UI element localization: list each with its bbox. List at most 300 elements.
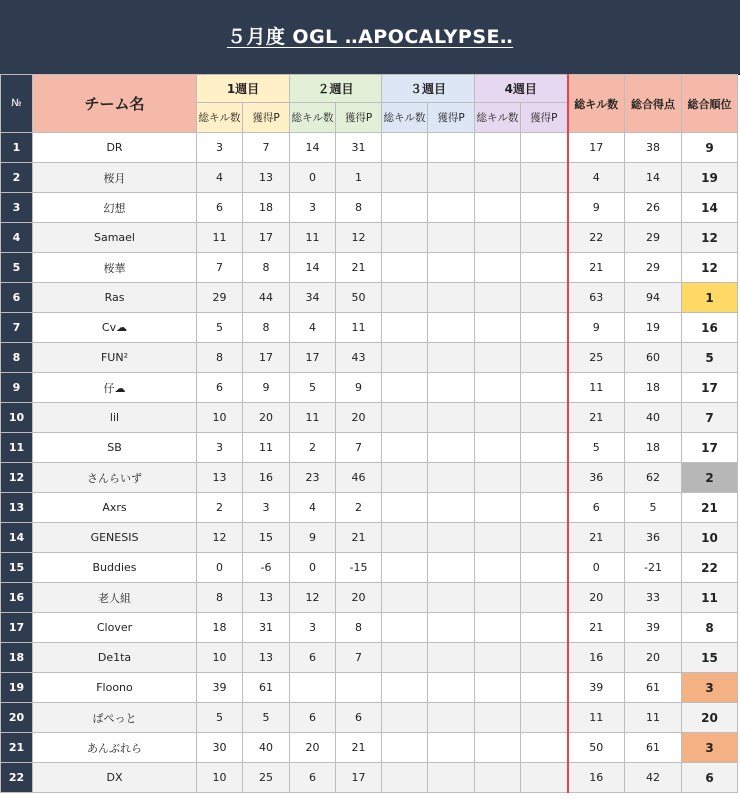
total-points: 61 [625, 733, 682, 763]
w3-points [428, 523, 475, 553]
w3-kills [382, 253, 428, 283]
overall-rank: 15 [682, 643, 738, 673]
total-points: 42 [625, 763, 682, 793]
w2-points: 8 [336, 193, 382, 223]
total-points: 29 [625, 253, 682, 283]
table-row [1, 403, 738, 433]
w4-kills [475, 283, 521, 313]
team-name: さんらいず [33, 463, 197, 493]
standings-table [0, 74, 738, 793]
header-w4-kills: 総キル数 [475, 103, 521, 133]
w3-points [428, 223, 475, 253]
total-points: 36 [625, 523, 682, 553]
w4-kills [475, 703, 521, 733]
w1-kills: 3 [197, 133, 243, 163]
header-total-points: 総合得点 [625, 75, 682, 133]
w3-kills [382, 313, 428, 343]
w4-points [521, 763, 568, 793]
w2-points: 17 [336, 763, 382, 793]
header-w2-points: 獲得P [336, 103, 382, 133]
team-name: GENESIS [33, 523, 197, 553]
w1-points: 17 [243, 223, 290, 253]
w1-points: 15 [243, 523, 290, 553]
w2-points: 31 [336, 133, 382, 163]
row-number: 11 [1, 433, 33, 463]
w1-points: -6 [243, 553, 290, 583]
w1-points: 25 [243, 763, 290, 793]
w2-points: 21 [336, 253, 382, 283]
w3-points [428, 193, 475, 223]
w4-points [521, 343, 568, 373]
w4-kills [475, 583, 521, 613]
w4-points [521, 523, 568, 553]
page-title: ５月度 OGL ‥APOCALYPSE‥ [226, 26, 514, 48]
w1-kills: 5 [197, 313, 243, 343]
row-number: 1 [1, 133, 33, 163]
w2-points: 8 [336, 613, 382, 643]
w4-points [521, 253, 568, 283]
w2-kills: 11 [290, 403, 336, 433]
table-row [1, 283, 738, 313]
w4-kills [475, 403, 521, 433]
w3-kills [382, 703, 428, 733]
w1-kills: 10 [197, 763, 243, 793]
team-name: 桜華 [33, 253, 197, 283]
table-row [1, 343, 738, 373]
w3-kills [382, 523, 428, 553]
row-number: 3 [1, 193, 33, 223]
w4-points [521, 133, 568, 163]
w2-points: 20 [336, 583, 382, 613]
table-row [1, 253, 738, 283]
row-number: 13 [1, 493, 33, 523]
w3-points [428, 163, 475, 193]
total-points: 60 [625, 343, 682, 373]
total-points: 18 [625, 373, 682, 403]
w3-points [428, 553, 475, 583]
w3-kills [382, 643, 428, 673]
w1-points: 13 [243, 163, 290, 193]
overall-rank: 1 [682, 283, 738, 313]
w4-kills [475, 433, 521, 463]
row-number: 4 [1, 223, 33, 253]
w3-points [428, 613, 475, 643]
w3-kills [382, 283, 428, 313]
total-kills: 17 [568, 133, 625, 163]
team-name: あんぶれら [33, 733, 197, 763]
table-row [1, 643, 738, 673]
overall-rank: 20 [682, 703, 738, 733]
w1-points: 31 [243, 613, 290, 643]
table-row [1, 223, 738, 253]
w2-kills: 5 [290, 373, 336, 403]
w2-points: 46 [336, 463, 382, 493]
w3-points [428, 433, 475, 463]
w4-points [521, 283, 568, 313]
w2-kills: 0 [290, 553, 336, 583]
w3-points [428, 313, 475, 343]
w4-points [521, 373, 568, 403]
table-row [1, 763, 738, 793]
w3-points [428, 343, 475, 373]
w4-kills [475, 673, 521, 703]
w3-kills [382, 583, 428, 613]
w1-points: 5 [243, 703, 290, 733]
w4-points [521, 463, 568, 493]
w2-points: 7 [336, 433, 382, 463]
total-points: 19 [625, 313, 682, 343]
w1-points: 16 [243, 463, 290, 493]
w2-kills: 3 [290, 193, 336, 223]
header-row-weeks [1, 75, 738, 103]
w4-kills [475, 223, 521, 253]
row-number: 21 [1, 733, 33, 763]
total-kills: 21 [568, 613, 625, 643]
total-kills: 16 [568, 643, 625, 673]
team-name: lil [33, 403, 197, 433]
row-number: 15 [1, 553, 33, 583]
w3-kills [382, 733, 428, 763]
w2-points: 9 [336, 373, 382, 403]
row-number: 20 [1, 703, 33, 733]
row-number: 19 [1, 673, 33, 703]
overall-rank: 19 [682, 163, 738, 193]
w3-kills [382, 553, 428, 583]
table-row [1, 733, 738, 763]
table-row [1, 523, 738, 553]
w4-kills [475, 523, 521, 553]
team-name: Samael [33, 223, 197, 253]
w4-kills [475, 313, 521, 343]
w4-points [521, 493, 568, 523]
overall-rank: 16 [682, 313, 738, 343]
w1-points: 3 [243, 493, 290, 523]
row-number: 2 [1, 163, 33, 193]
w1-kills: 12 [197, 523, 243, 553]
w3-points [428, 583, 475, 613]
w4-kills [475, 613, 521, 643]
w1-points: 11 [243, 433, 290, 463]
w2-kills: 20 [290, 733, 336, 763]
w4-points [521, 193, 568, 223]
table-row [1, 703, 738, 733]
total-kills: 39 [568, 673, 625, 703]
w4-points [521, 553, 568, 583]
team-name: Axrs [33, 493, 197, 523]
total-kills: 22 [568, 223, 625, 253]
w3-kills [382, 193, 428, 223]
row-number: 16 [1, 583, 33, 613]
row-number: 8 [1, 343, 33, 373]
w1-points: 61 [243, 673, 290, 703]
w1-kills: 29 [197, 283, 243, 313]
team-name: 桜月 [33, 163, 197, 193]
w3-points [428, 493, 475, 523]
w4-kills [475, 133, 521, 163]
w4-kills [475, 553, 521, 583]
overall-rank: 12 [682, 253, 738, 283]
w2-points: 7 [336, 643, 382, 673]
w3-points [428, 253, 475, 283]
table-row [1, 433, 738, 463]
w2-points: 1 [336, 163, 382, 193]
total-points: 29 [625, 223, 682, 253]
w1-points: 18 [243, 193, 290, 223]
total-points: -21 [625, 553, 682, 583]
w1-kills: 8 [197, 343, 243, 373]
team-name: Clover [33, 613, 197, 643]
w3-kills [382, 763, 428, 793]
w3-kills [382, 403, 428, 433]
w2-points: 50 [336, 283, 382, 313]
total-points: 18 [625, 433, 682, 463]
w1-kills: 3 [197, 433, 243, 463]
w4-kills [475, 193, 521, 223]
table-body [1, 133, 738, 793]
overall-rank: 9 [682, 133, 738, 163]
total-kills: 11 [568, 703, 625, 733]
w2-kills: 12 [290, 583, 336, 613]
row-number: 22 [1, 763, 33, 793]
total-points: 40 [625, 403, 682, 433]
row-number: 17 [1, 613, 33, 643]
header-w3-points: 獲得P [428, 103, 475, 133]
total-kills: 50 [568, 733, 625, 763]
w3-points [428, 403, 475, 433]
w3-points [428, 373, 475, 403]
row-number: 9 [1, 373, 33, 403]
w3-points [428, 463, 475, 493]
w2-kills: 14 [290, 133, 336, 163]
w2-points: 21 [336, 523, 382, 553]
total-kills: 11 [568, 373, 625, 403]
overall-rank: 10 [682, 523, 738, 553]
w2-kills: 6 [290, 763, 336, 793]
total-kills: 20 [568, 583, 625, 613]
w1-kills: 6 [197, 373, 243, 403]
total-kills: 0 [568, 553, 625, 583]
row-number: 18 [1, 643, 33, 673]
overall-rank: 7 [682, 403, 738, 433]
header-total-kills: 総キル数 [568, 75, 625, 133]
team-name: DX [33, 763, 197, 793]
header-w1-points: 獲得P [243, 103, 290, 133]
team-name: Ras [33, 283, 197, 313]
total-kills: 4 [568, 163, 625, 193]
w3-kills [382, 433, 428, 463]
w1-points: 9 [243, 373, 290, 403]
total-kills: 25 [568, 343, 625, 373]
total-points: 39 [625, 613, 682, 643]
total-kills: 9 [568, 313, 625, 343]
w2-points: 11 [336, 313, 382, 343]
header-week-3: ３週目 [382, 75, 475, 103]
header-w2-kills: 総キル数 [290, 103, 336, 133]
w3-points [428, 703, 475, 733]
w3-points [428, 643, 475, 673]
total-kills: 21 [568, 253, 625, 283]
total-kills: 9 [568, 193, 625, 223]
team-name: 幻想 [33, 193, 197, 223]
w1-kills: 13 [197, 463, 243, 493]
w4-points [521, 403, 568, 433]
w1-points: 13 [243, 643, 290, 673]
w4-kills [475, 253, 521, 283]
w3-kills [382, 343, 428, 373]
overall-rank: 21 [682, 493, 738, 523]
table-row [1, 463, 738, 493]
total-points: 20 [625, 643, 682, 673]
w2-points: 20 [336, 403, 382, 433]
w2-kills: 4 [290, 493, 336, 523]
w3-kills [382, 373, 428, 403]
team-name: Cv☁ [33, 313, 197, 343]
w1-kills: 10 [197, 643, 243, 673]
w4-points [521, 163, 568, 193]
w4-kills [475, 163, 521, 193]
team-name: 老人組 [33, 583, 197, 613]
w2-kills: 3 [290, 613, 336, 643]
w4-kills [475, 733, 521, 763]
total-kills: 16 [568, 763, 625, 793]
total-points: 14 [625, 163, 682, 193]
w4-kills [475, 373, 521, 403]
table-row [1, 133, 738, 163]
overall-rank: 3 [682, 673, 738, 703]
w3-points [428, 763, 475, 793]
overall-rank: 17 [682, 373, 738, 403]
w3-points [428, 283, 475, 313]
w3-kills [382, 133, 428, 163]
w3-points [428, 673, 475, 703]
w1-kills: 6 [197, 193, 243, 223]
team-name: Floono [33, 673, 197, 703]
header-w1-kills: 総キル数 [197, 103, 243, 133]
w1-points: 8 [243, 313, 290, 343]
total-kills: 6 [568, 493, 625, 523]
header-w4-points: 獲得P [521, 103, 568, 133]
total-points: 11 [625, 703, 682, 733]
w2-kills: 0 [290, 163, 336, 193]
table-row [1, 583, 738, 613]
w1-kills: 8 [197, 583, 243, 613]
table-row [1, 673, 738, 703]
table-row [1, 163, 738, 193]
overall-rank: 6 [682, 763, 738, 793]
overall-rank: 5 [682, 343, 738, 373]
team-name: DR [33, 133, 197, 163]
w1-kills: 18 [197, 613, 243, 643]
table-row [1, 373, 738, 403]
w2-kills: 17 [290, 343, 336, 373]
w1-points: 20 [243, 403, 290, 433]
w3-kills [382, 223, 428, 253]
w2-points: 43 [336, 343, 382, 373]
w4-points [521, 703, 568, 733]
w2-kills: 6 [290, 643, 336, 673]
overall-rank: 17 [682, 433, 738, 463]
w1-kills: 5 [197, 703, 243, 733]
overall-rank: 11 [682, 583, 738, 613]
row-number: 10 [1, 403, 33, 433]
table-row [1, 613, 738, 643]
w1-kills: 7 [197, 253, 243, 283]
w2-kills: 14 [290, 253, 336, 283]
team-name: Buddies [33, 553, 197, 583]
w1-kills: 4 [197, 163, 243, 193]
w2-points: 2 [336, 493, 382, 523]
w3-points [428, 133, 475, 163]
w4-points [521, 433, 568, 463]
w4-points [521, 613, 568, 643]
w1-points: 40 [243, 733, 290, 763]
team-name: FUN² [33, 343, 197, 373]
total-points: 5 [625, 493, 682, 523]
w1-points: 13 [243, 583, 290, 613]
w2-points [336, 673, 382, 703]
table-row [1, 553, 738, 583]
w1-kills: 2 [197, 493, 243, 523]
total-kills: 63 [568, 283, 625, 313]
header-overall-rank: 総合順位 [682, 75, 738, 133]
total-points: 62 [625, 463, 682, 493]
overall-rank: 14 [682, 193, 738, 223]
w3-kills [382, 163, 428, 193]
w3-kills [382, 673, 428, 703]
team-name: SB [33, 433, 197, 463]
total-kills: 21 [568, 523, 625, 553]
total-points: 94 [625, 283, 682, 313]
w1-points: 17 [243, 343, 290, 373]
w2-kills: 2 [290, 433, 336, 463]
w4-points [521, 643, 568, 673]
w2-kills: 11 [290, 223, 336, 253]
w4-points [521, 733, 568, 763]
w1-points: 7 [243, 133, 290, 163]
overall-rank: 8 [682, 613, 738, 643]
total-kills: 21 [568, 403, 625, 433]
w2-kills: 23 [290, 463, 336, 493]
w4-kills [475, 493, 521, 523]
overall-rank: 22 [682, 553, 738, 583]
row-number: 14 [1, 523, 33, 553]
w1-kills: 11 [197, 223, 243, 253]
w4-points [521, 583, 568, 613]
w4-kills [475, 763, 521, 793]
w4-points [521, 673, 568, 703]
w3-kills [382, 463, 428, 493]
total-kills: 5 [568, 433, 625, 463]
w1-kills: 10 [197, 403, 243, 433]
w3-kills [382, 613, 428, 643]
w2-points: 12 [336, 223, 382, 253]
w2-kills: 4 [290, 313, 336, 343]
w1-points: 8 [243, 253, 290, 283]
total-points: 26 [625, 193, 682, 223]
title-bar [0, 0, 740, 75]
w4-kills [475, 643, 521, 673]
header-no: № [1, 75, 33, 133]
w2-kills [290, 673, 336, 703]
header-w3-kills: 総キル数 [382, 103, 428, 133]
team-name: 仔☁ [33, 373, 197, 403]
overall-rank: 2 [682, 463, 738, 493]
w4-kills [475, 463, 521, 493]
w4-points [521, 223, 568, 253]
w4-points [521, 313, 568, 343]
w2-kills: 6 [290, 703, 336, 733]
team-name: ぱぺっと [33, 703, 197, 733]
